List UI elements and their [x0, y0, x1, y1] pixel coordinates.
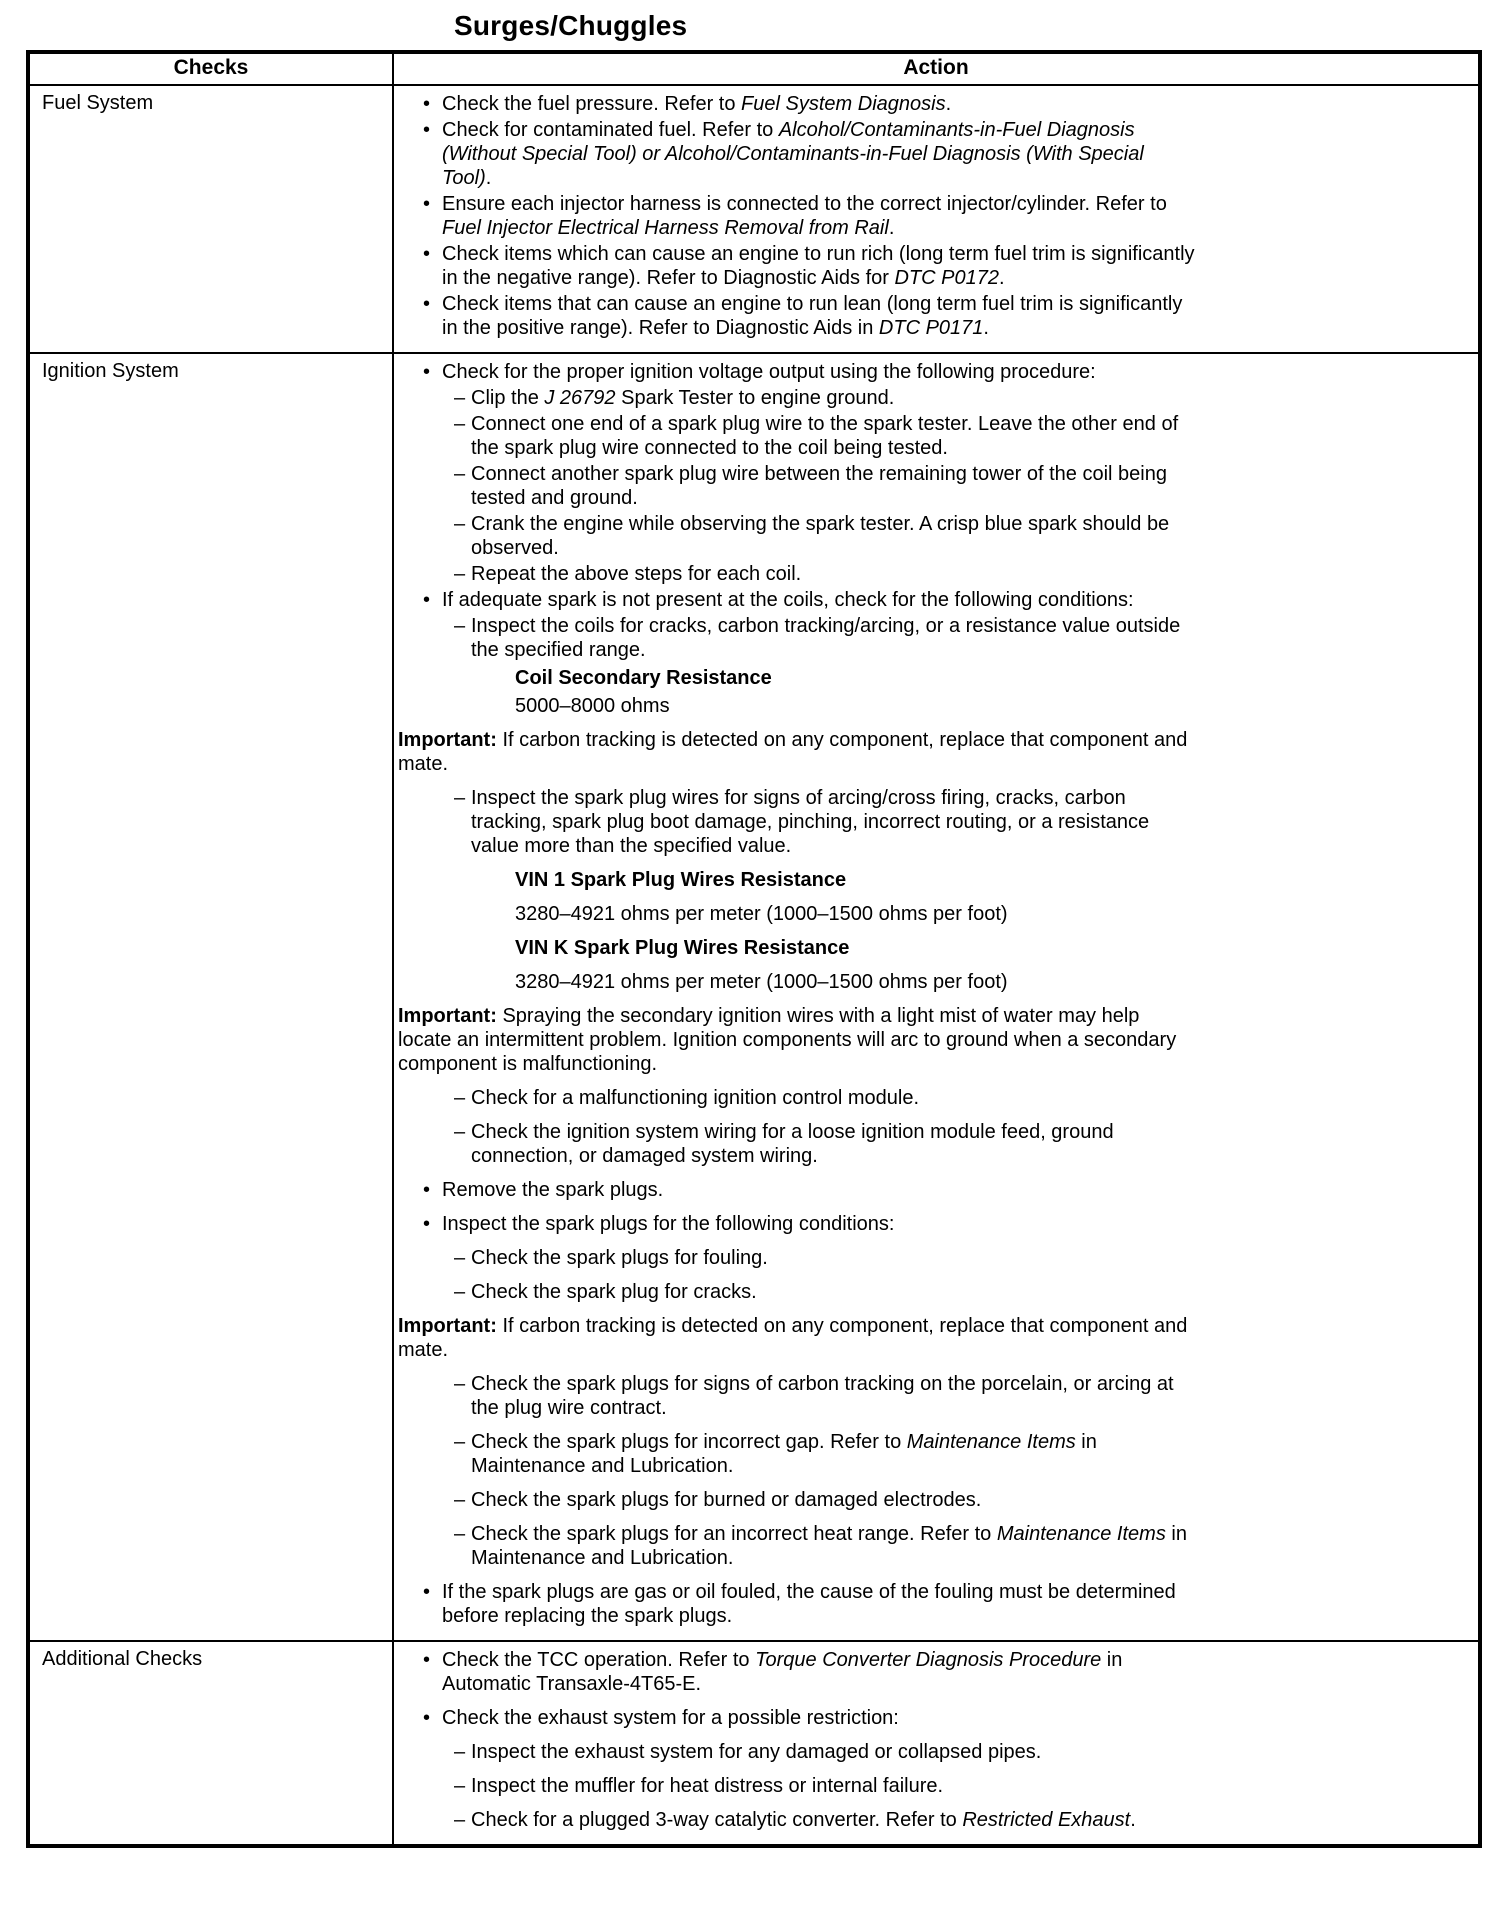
action-item-bullet [398, 192, 1198, 240]
text-segment: Check the spark plugs for signs of carbon tracking on the porcelain, or arcing at the plug wire contract. [471, 1373, 1174, 1419]
text-segment: . [998, 267, 1005, 289]
text-segment: Remove the spark plugs. [442, 1179, 664, 1201]
text-segment: Check items which can cause an engine to run rich (long term fuel trim is significantly in the negative range). Refer to Diagnostic Aids for [442, 243, 1195, 289]
item-text [471, 1808, 1136, 1832]
text-segment: Crank the engine while observing the spark tester. A crisp blue spark should be observed. [471, 513, 1170, 559]
item-text [442, 242, 1198, 290]
table-row [28, 85, 1480, 353]
text-segment: If carbon tracking is detected on any component, replace that component and mate. [398, 729, 1188, 775]
text-segment: in Maintenance and Lubrication. [471, 1431, 1097, 1477]
text-segment: Check the exhaust system for a possible restriction: [442, 1707, 899, 1729]
dash-marker: – [454, 513, 466, 535]
action-item-bullet [398, 92, 1198, 116]
action-item-important [398, 1314, 1198, 1362]
text-segment: Check for a plugged 3-way catalytic converter. Refer to [471, 1809, 963, 1831]
item-text [471, 1120, 1198, 1168]
item-text [471, 462, 1198, 510]
dash-marker: – [454, 387, 466, 409]
action-item-dash [398, 1280, 1198, 1304]
dash-marker: – [454, 1809, 466, 1831]
bullet-marker: • [423, 293, 431, 315]
bullet-marker: • [423, 1707, 431, 1729]
action-item-dash [398, 786, 1198, 858]
text-segment: . [1130, 1809, 1136, 1831]
item-text [471, 386, 894, 410]
bold-text-segment: Important: [398, 729, 497, 751]
text-segment: . [485, 167, 492, 189]
text-segment: Check the TCC operation. Refer to [442, 1649, 756, 1671]
text-segment: in Maintenance and Lubrication. [471, 1523, 1187, 1569]
action-item-dash [398, 462, 1198, 510]
item-text [442, 1212, 894, 1236]
action-item-dash [398, 1488, 1198, 1512]
table-row [28, 1641, 1480, 1846]
text-segment: 5000–8000 ohms [515, 695, 670, 717]
action-item-bullet [398, 292, 1198, 340]
text-segment: Check the ignition system wiring for a loose ignition module feed, ground connection, or damaged system wiring. [471, 1121, 1114, 1167]
italic-text-segment: DTC P0172 [894, 267, 999, 289]
italic-text-segment: J 26792 [544, 387, 616, 409]
text-segment: Clip the [471, 387, 545, 409]
action-item-bullet [398, 588, 1198, 612]
column-header-checks: Checks [28, 52, 393, 85]
text-segment: Spark Tester to engine ground. [615, 387, 895, 409]
dash-marker: – [454, 1775, 466, 1797]
dash-marker: – [454, 563, 466, 585]
check-cell: Ignition System [28, 353, 393, 1641]
item-text [442, 192, 1198, 240]
bold-text-segment: Coil Secondary Resistance [515, 667, 772, 689]
diagnostic-table [26, 50, 1482, 1848]
action-item-dash [398, 614, 1198, 662]
dash-marker: – [454, 787, 466, 809]
text-segment: Connect another spark plug wire between the remaining tower of the coil being tested and ground. [471, 463, 1167, 509]
item-text [471, 1488, 981, 1512]
item-text [442, 1178, 663, 1202]
action-cell [393, 353, 1480, 1641]
item-text [471, 1774, 943, 1798]
item-text [442, 588, 1134, 612]
action-item-dash [398, 386, 1198, 410]
table-row [28, 353, 1480, 1641]
item-text [471, 1740, 1041, 1764]
action-item-important [398, 728, 1198, 776]
text-segment: Check items that can cause an engine to run lean (long term fuel trim is significantly in the positive range). Refer to Diagnostic Aids in [442, 293, 1183, 339]
item-text [471, 1372, 1198, 1420]
dash-marker: – [454, 615, 466, 637]
italic-text-segment: Maintenance Items [996, 1523, 1166, 1545]
action-item-dash [398, 412, 1198, 460]
action-item-bullet [398, 242, 1198, 290]
item-text [471, 614, 1198, 662]
table-body [28, 85, 1480, 1846]
item-text [471, 1280, 757, 1304]
action-item-dash [398, 1246, 1198, 1270]
column-header-action: Action [393, 52, 1480, 85]
action-item-dash [398, 1086, 1198, 1110]
action-item-dash [398, 512, 1198, 560]
action-item-bullet [398, 118, 1198, 190]
action-item-heading [398, 666, 1198, 690]
text-segment: . [945, 93, 952, 115]
text-segment: Inspect the exhaust system for any damaged or collapsed pipes. [471, 1741, 1042, 1763]
header-row [28, 52, 1480, 85]
bullet-marker: • [423, 1649, 431, 1671]
text-segment: Check the spark plugs for fouling. [471, 1247, 768, 1269]
action-item-dash [398, 562, 1198, 586]
text-segment: . [888, 217, 895, 239]
action-cell [393, 85, 1480, 353]
check-cell: Fuel System [28, 85, 393, 353]
text-segment: 3280–4921 ohms per meter (1000–1500 ohms per foot) [515, 971, 1008, 993]
text-segment: Spraying the secondary ignition wires with a light mist of water may help locate an intermittent problem. Ignition components will arc to ground when a secondary component is malfunctioning. [398, 1005, 1177, 1075]
action-cell [393, 1641, 1480, 1846]
check-cell: Additional Checks [28, 1641, 393, 1846]
text-segment: in Automatic Transaxle-4T65-E. [442, 1649, 1123, 1695]
table-head [28, 52, 1480, 85]
action-item-value [398, 970, 1198, 994]
action-item-dash [398, 1372, 1198, 1420]
italic-text-segment: Restricted Exhaust [962, 1809, 1131, 1831]
text-segment: Inspect the spark plug wires for signs of arcing/cross firing, cracks, carbon tracking, spark plug boot damage, pinching, incorrect routing, or a resistance value more than the specified value. [471, 787, 1150, 857]
text-segment: Check for contaminated fuel. Refer to [442, 119, 779, 141]
italic-text-segment: Alcohol/Contaminants-in-Fuel Diagnosis (Without Special Tool) or Alcohol/Contaminants-in-Fuel Diagnosis (With Special Tool) [442, 119, 1144, 189]
dash-marker: – [454, 463, 466, 485]
text-segment: Inspect the spark plugs for the following conditions: [442, 1213, 895, 1235]
item-text [471, 412, 1198, 460]
item-text [442, 1648, 1198, 1696]
item-text [471, 786, 1198, 858]
action-item-dash [398, 1120, 1198, 1168]
action-item-heading [398, 868, 1198, 892]
italic-text-segment: Torque Converter Diagnosis Procedure [755, 1649, 1102, 1671]
action-item-bullet [398, 360, 1198, 384]
bullet-marker: • [423, 93, 431, 115]
text-segment: If the spark plugs are gas or oil fouled, the cause of the fouling must be determined before replacing the spark plugs. [442, 1581, 1176, 1627]
item-text [442, 92, 951, 116]
item-text [471, 1086, 919, 1110]
action-item-bullet [398, 1178, 1198, 1202]
bullet-marker: • [423, 119, 431, 141]
bullet-marker: • [423, 1581, 431, 1603]
text-segment: . [983, 317, 989, 339]
text-segment: If carbon tracking is detected on any component, replace that component and mate. [398, 1315, 1188, 1361]
italic-text-segment: Fuel System Diagnosis [741, 93, 946, 115]
italic-text-segment: Maintenance Items [906, 1431, 1076, 1453]
text-segment: If adequate spark is not present at the coils, check for the following conditions: [442, 589, 1134, 611]
text-segment: Check for the proper ignition voltage output using the following procedure: [442, 361, 1096, 383]
item-text [442, 360, 1096, 384]
text-segment: Repeat the above steps for each coil. [471, 563, 802, 585]
text-segment: Check for a malfunctioning ignition control module. [471, 1087, 920, 1109]
action-item-value [398, 694, 1198, 718]
item-text [442, 292, 1198, 340]
text-segment: Check the spark plug for cracks. [471, 1281, 757, 1303]
action-item-bullet [398, 1648, 1198, 1696]
action-item-dash [398, 1522, 1198, 1570]
dash-marker: – [454, 1489, 466, 1511]
item-text [471, 1430, 1198, 1478]
text-segment: 3280–4921 ohms per meter (1000–1500 ohms per foot) [515, 903, 1008, 925]
item-text [442, 1706, 899, 1730]
dash-marker: – [454, 1431, 466, 1453]
action-item-dash [398, 1774, 1198, 1798]
text-segment: Check the spark plugs for incorrect gap. Refer to [471, 1431, 907, 1453]
bold-text-segment: VIN K Spark Plug Wires Resistance [515, 937, 850, 959]
bullet-marker: • [423, 361, 431, 383]
bold-text-segment: VIN 1 Spark Plug Wires Resistance [515, 869, 847, 891]
item-text [442, 1580, 1198, 1628]
action-item-bullet [398, 1706, 1198, 1730]
action-item-heading [398, 936, 1198, 960]
dash-marker: – [454, 1741, 466, 1763]
dash-marker: – [454, 1523, 466, 1545]
action-item-bullet [398, 1580, 1198, 1628]
item-text [471, 512, 1198, 560]
dash-marker: – [454, 1281, 466, 1303]
text-segment: Ensure each injector harness is connected to the correct injector/cylinder. Refer to [442, 193, 1167, 215]
action-item-bullet [398, 1212, 1198, 1236]
item-text [442, 118, 1198, 190]
bullet-marker: • [423, 193, 431, 215]
italic-text-segment: DTC P0171 [878, 317, 984, 339]
italic-text-segment: Fuel Injector Electrical Harness Removal from Rail [442, 217, 889, 239]
text-segment: Connect one end of a spark plug wire to the spark tester. Leave the other end of the spark plug wire connected to the coil being tested. [471, 413, 1179, 459]
text-segment: Check the spark plugs for an incorrect heat range. Refer to [471, 1523, 997, 1545]
action-item-dash [398, 1740, 1198, 1764]
action-item-dash [398, 1808, 1198, 1832]
bullet-marker: • [423, 243, 431, 265]
item-text [471, 1522, 1198, 1570]
bullet-marker: • [423, 589, 431, 611]
bullet-marker: • [423, 1179, 431, 1201]
bold-text-segment: Important: [398, 1005, 497, 1027]
text-segment: Check the spark plugs for burned or damaged electrodes. [471, 1489, 982, 1511]
text-segment: Inspect the muffler for heat distress or internal failure. [471, 1775, 944, 1797]
bold-text-segment: Important: [398, 1315, 497, 1337]
item-text [471, 562, 801, 586]
bullet-marker: • [423, 1213, 431, 1235]
dash-marker: – [454, 1247, 466, 1269]
text-segment: Inspect the coils for cracks, carbon tracking/arcing, or a resistance value outside the specified range. [471, 615, 1181, 661]
dash-marker: – [454, 1121, 466, 1143]
action-item-dash [398, 1430, 1198, 1478]
dash-marker: – [454, 413, 466, 435]
page-title: Surges/Chuggles [454, 10, 688, 41]
dash-marker: – [454, 1373, 466, 1395]
text-segment: Check the fuel pressure. Refer to [442, 93, 742, 115]
action-item-value [398, 902, 1198, 926]
action-item-important [398, 1004, 1198, 1076]
item-text [471, 1246, 768, 1270]
dash-marker: – [454, 1087, 466, 1109]
